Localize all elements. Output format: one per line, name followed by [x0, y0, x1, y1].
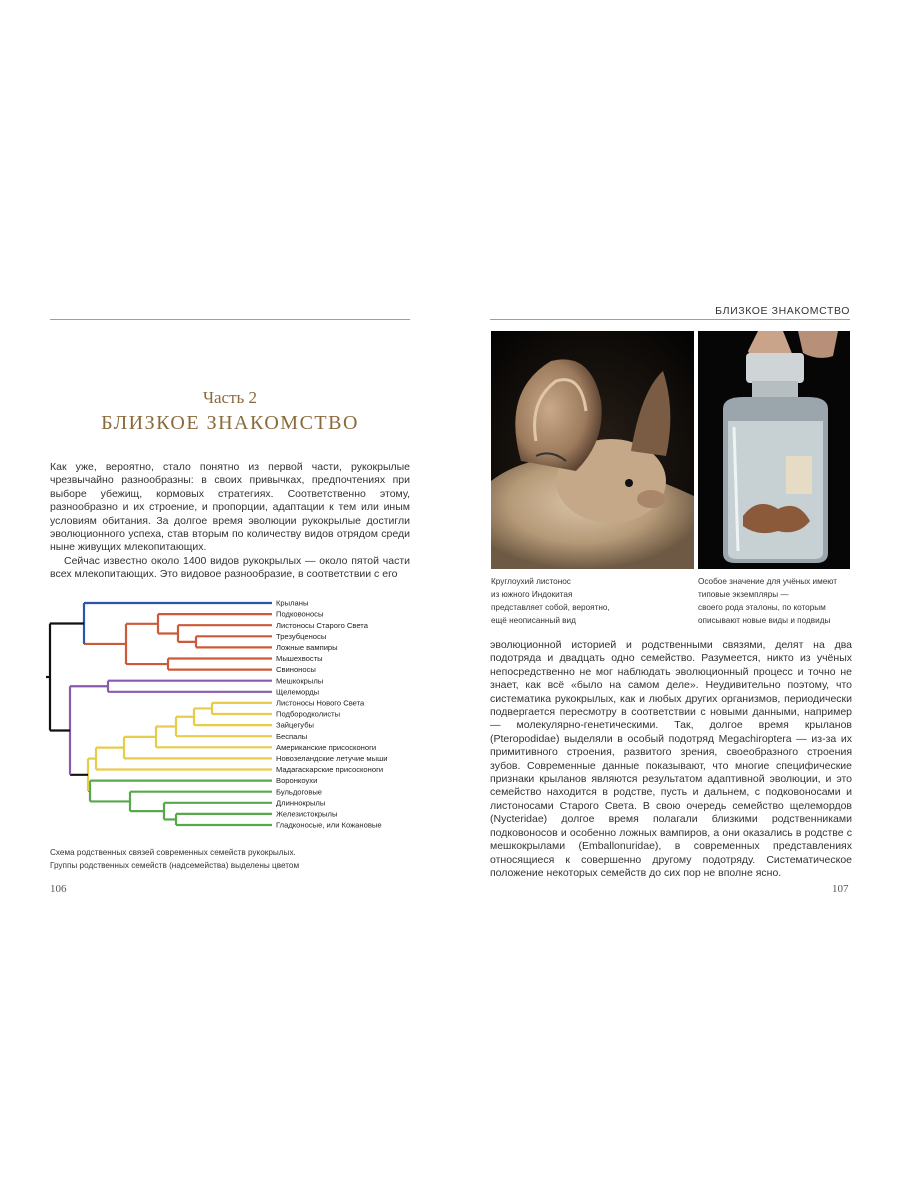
tree-family-label: Подбородколисты — [276, 709, 341, 719]
tree-family-label: Железистокрылы — [276, 809, 338, 819]
caption-line: описывают новые виды и подвиды — [698, 616, 831, 625]
phylogenetic-tree — [46, 594, 416, 842]
tree-family-label: Новозеландские летучие мыши — [276, 754, 388, 763]
tree-family-label: Беспалы — [276, 731, 308, 741]
tree-family-label: Воронкоухи — [276, 776, 318, 786]
tree-family-label: Трезубценосы — [276, 631, 327, 641]
specimen-jar-photo — [698, 331, 850, 569]
tree-family-label: Ложные вампиры — [276, 643, 338, 652]
tree-family-label: Длиннокрылы — [276, 798, 326, 808]
tree-family-label: Американские присосконоги — [276, 742, 377, 752]
caption-line: ещё неописанный вид — [491, 616, 576, 625]
caption-line: Круглоухий листонос — [491, 577, 571, 586]
tree-caption-line: Схема родственных связей современных семейств рукокрылых. — [50, 848, 296, 857]
tree-family-label: Бульдоговые — [276, 787, 323, 797]
tree-family-label: Гладконосые, или Кожановые — [276, 820, 382, 830]
tree-family-label: Крыланы — [276, 598, 309, 608]
paragraph: Сейчас известно около 1400 видов рукокрылых — около пятой части всех млекопитающих. Это видовое разнообразие, в соответствии с его — [50, 554, 410, 581]
tree-family-label: Подковоносы — [276, 609, 324, 619]
page-number-left: 106 — [50, 883, 67, 895]
caption-line: типовые экземпляры — — [698, 590, 789, 599]
running-head: БЛИЗКОЕ ЗНАКОМСТВО — [715, 305, 850, 317]
tree-family-label: Мышехвосты — [276, 654, 323, 664]
tree-family-label: Мешкокрылы — [276, 676, 324, 686]
paragraph: эволюционной историей и родственными связями, делят на два подотряда и двадцать одно семейство. Разумеется, никто из учёных непосредственно не мог наблюдать эволюционный процесс и точно не знает, как всё «было на самом деле». Неудивительно поэтому, что систематика рукокрылых, как и любых других организмов, периодически подвергается пересмотру в соответствии с новыми данными, например — молекулярно-генетическими. Так, долгое время крыланов (Pteropodidae) выделяли в особый подотряд Megachiroptera — из-за их примитивного строения, развитого зрения, своеобразного строения зубов. Современные данные показывают, что многие специфические признаки крыланов являются результатом адаптивной эволюции, и это семейство находится в родстве, пусть и дальнем, с подковоносами и листоносами Старого Света. В свою очередь семейство щелемордов (Nycteridae) долгое время полагали близкими родственниками подковоносов и особенно ложных вампиров, а они оказались в родстве с мешкокрылами (Emballonuridae), в современных представлениях относящиеся к совершенно другому подотряду. Систематическое положение некоторых семейств до сих пор не вполне ясно. — [490, 639, 852, 879]
header-rule-right — [490, 319, 850, 320]
paragraph: Как уже, вероятно, стало понятно из первой части, рукокрылые чрезвычайно разнообразны: в своих привычках, предпочтениях при выборе убежищ, кормовых стратегиях. Соответственно этому, разнообразно и их строение, и пропорции, адаптации к тем или иным условиям обитания. За долгое время эволюции рукокрылые достигли эволюционного успеха, став вторым по количеству видов отрядом среди ныне живущих млекопитающих. — [50, 461, 410, 554]
jar-photo-caption — [698, 575, 853, 627]
tree-caption-line: Группы родственных семейств (надсемейства) выделены цветом — [50, 861, 300, 870]
bat-photo — [491, 331, 694, 569]
left-body-text — [50, 461, 410, 582]
tree-family-label: Щелеморды — [276, 687, 320, 697]
right-body-text — [490, 639, 852, 880]
tree-family-label: Мадагаскарские присосконоги — [276, 765, 384, 775]
book-spread — [0, 286, 900, 914]
tree-family-label: Листоносы Старого Света — [276, 620, 368, 630]
header-rule-left — [50, 319, 410, 320]
caption-line: Особое значение для учёных имеют — [698, 577, 837, 586]
tree-family-label: Листоносы Нового Света — [276, 698, 365, 708]
tree-family-label: Зайцегубы — [276, 720, 314, 730]
part-title: БЛИЗКОЕ ЗНАКОМСТВО — [101, 412, 359, 434]
bat-photo-caption — [491, 575, 691, 627]
caption-line: из южного Индокитая — [491, 590, 573, 599]
page-number-right: 107 — [832, 883, 849, 895]
tree-caption — [50, 846, 410, 872]
tree-family-label: Свиноносы — [276, 665, 316, 675]
caption-line: представляет собой, вероятно, — [491, 603, 610, 612]
part-label: Часть 2 — [202, 388, 258, 407]
caption-line: своего рода эталоны, по которым — [698, 603, 826, 612]
